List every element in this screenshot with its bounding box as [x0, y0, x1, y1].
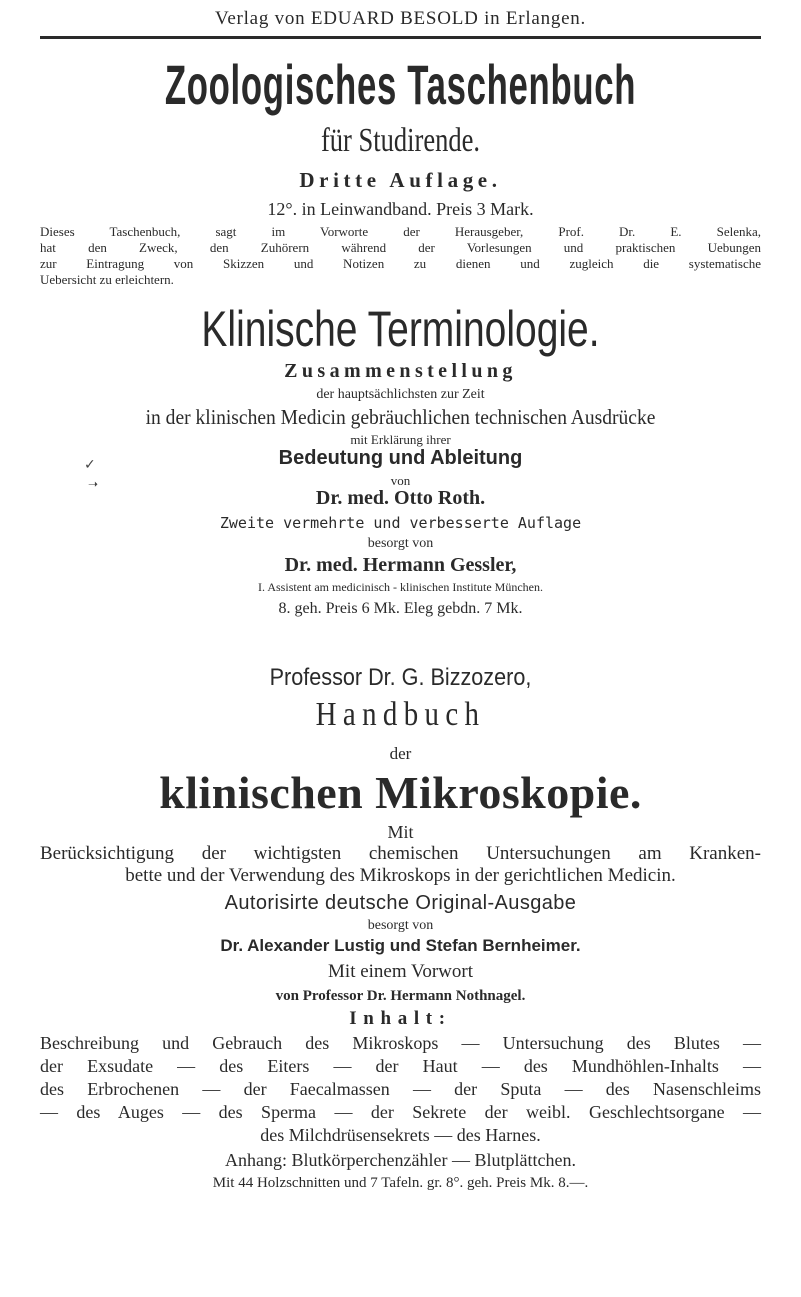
book1-title: Zoologisches Taschenbuch — [164, 53, 637, 116]
book2-editor: Dr. med. Hermann Gessler, — [284, 554, 517, 576]
book2-line-3: mit Erklärung ihrer — [350, 432, 451, 447]
book3-inhalt-line-5: des Milchdrüsensekrets — des Harnes. — [260, 1125, 541, 1145]
book2-editor-role: I. Assistent am medicinisch - klinischen Institute München. — [258, 580, 543, 594]
book3-inhalt-heading: Inhalt: — [349, 1008, 452, 1029]
book3-title-2: klinischen Mikroskopie. — [159, 767, 642, 818]
book3-editors: Dr. Alexander Lustig und Stefan Bernheimer. — [220, 936, 581, 955]
book1-desc-line-4: Uebersicht zu erleichtern. — [40, 272, 174, 287]
book1-desc-line-2: hat den Zweck, den Zuhörern während der Vorlesungen und praktischen Uebungen — [40, 240, 761, 255]
book1-edition: Dritte Auflage. — [299, 168, 502, 192]
book1-price: 12°. in Leinwandband. Preis 3 Mark. — [267, 199, 534, 219]
margin-arrow-mark: ➝ — [88, 477, 99, 491]
book1-subtitle: für Studirende. — [320, 122, 481, 159]
book3-inhalt-line-3: des Erbrochenen — der Faecalmassen — der Sputa — des Nasenschleims — [40, 1079, 761, 1099]
book2-besorgt: besorgt von — [367, 536, 434, 551]
header-rule — [40, 36, 761, 39]
book3-vorwort: Mit einem Vorwort — [328, 961, 473, 982]
book3-besorgt: besorgt von — [367, 918, 434, 933]
book3-inhalt-line-4: — des Auges — des Sperma — der Sekrete der weibl. Geschlechtsorgane — — [40, 1102, 761, 1122]
book2-edition: Zweite vermehrte und verbesserte Auflage — [219, 514, 582, 532]
book2-title: Klinische Terminologie. — [201, 301, 600, 357]
book2-author: Dr. med. Otto Roth. — [315, 487, 486, 509]
book3-vorwort-by: von Professor Dr. Hermann Nothnagel. — [275, 988, 526, 1004]
book3-author: Professor Dr. G. Bizzozero, — [269, 664, 532, 691]
book1-desc-line-1: Dieses Taschenbuch, sagt im Vorworte der Herausgeber, Prof. Dr. E. Selenka, — [40, 224, 761, 239]
margin-check-mark: ✓ — [84, 457, 96, 473]
book2-line-2: in der klinischen Medicin gebräuchlichen technischen Ausdrücke — [145, 405, 656, 429]
book2-price: 8. geh. Preis 6 Mk. Eleg gebdn. 7 Mk. — [278, 600, 523, 617]
publisher-line: Verlag von EDUARD BESOLD in Erlangen. — [214, 8, 587, 29]
book3-anhang: Anhang: Blutkörperchenzähler — Blutplättchen. — [225, 1150, 576, 1170]
book3-der: der — [389, 744, 412, 763]
book3-mit: Mit — [387, 822, 414, 842]
book3-inhalt-line-2: der Exsudate — des Eiters — der Haut — des Mundhöhlen-Inhalts — — [40, 1056, 761, 1076]
book2-line-4: Bedeutung und Ableitung — [278, 447, 523, 469]
book3-sub-line-1: Berücksichtigung der wichtigsten chemischen Untersuchungen am Kranken- — [40, 843, 761, 864]
book2-line-5: von — [390, 473, 411, 488]
book2-subtitle: Zusammenstellung — [284, 360, 517, 382]
book1-desc-line-3: zur Eintragung von Skizzen und Notizen zu dienen und zugleich die systematische — [40, 256, 761, 271]
book3-price: Mit 44 Holzschnitten und 7 Tafeln. gr. 8°. geh. Preis Mk. 8.—. — [212, 1175, 589, 1191]
book3-inhalt-line-1: Beschreibung und Gebrauch des Mikroskops — Untersuchung des Blutes — — [40, 1033, 761, 1053]
book3-edition: Autorisirte deutsche Original-Ausgabe — [224, 892, 577, 914]
book3-sub-line-2: bette und der Verwendung des Mikroskops in der gerichtlichen Medicin. — [125, 865, 676, 886]
book2-line-1: der hauptsächlichsten zur Zeit — [316, 387, 485, 402]
book3-title-1: Handbuch — [315, 696, 486, 733]
